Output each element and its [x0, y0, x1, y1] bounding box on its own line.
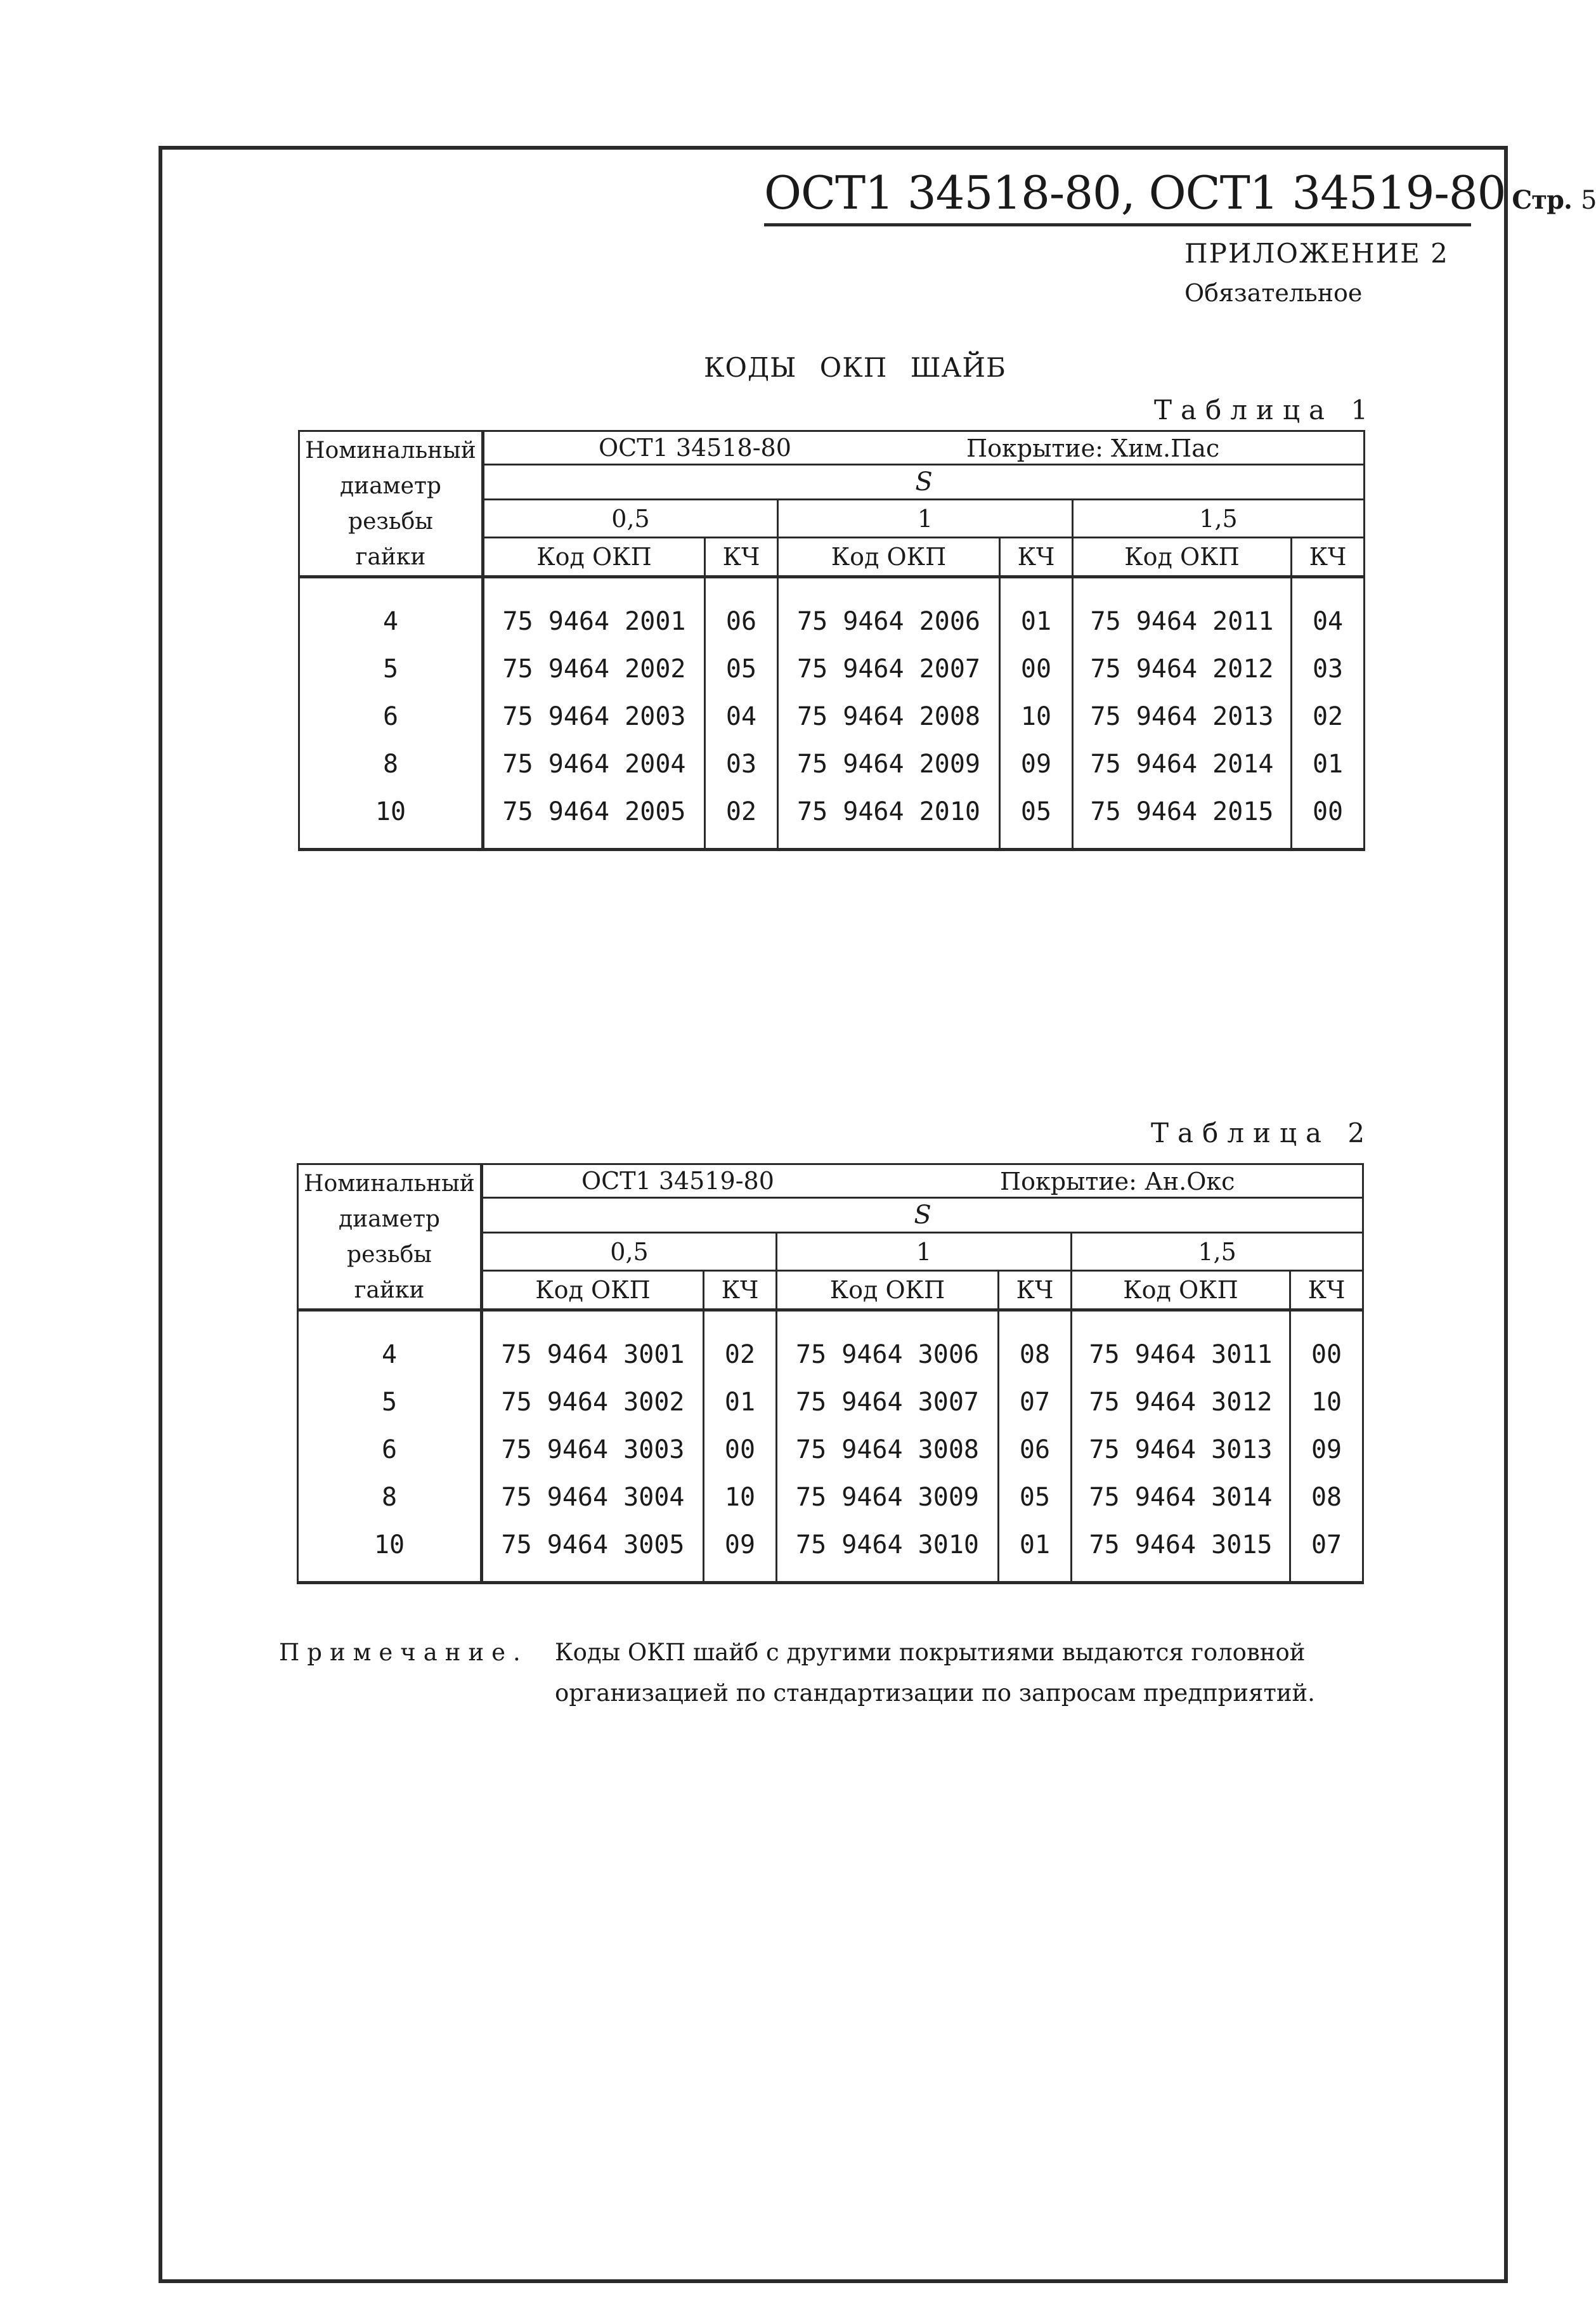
standard-header [482, 1164, 1363, 1198]
okp-code-cell: 75 9464 2004 [483, 740, 705, 788]
standard-code: ОСТ1 34519-80 [581, 1167, 774, 1195]
kch-cell: 09 [1000, 740, 1073, 788]
okp-code-cell: 75 9464 3005 [482, 1521, 704, 1583]
okp-code-cell: 75 9464 2009 [778, 740, 1000, 788]
nominal-diameter-header [299, 431, 483, 577]
table-label-2: Таблица 2 [1151, 1117, 1374, 1149]
okp-code-cell: 75 9464 3006 [777, 1310, 999, 1379]
kch-cell: 09 [1290, 1426, 1363, 1473]
kch-cell: 00 [1290, 1310, 1363, 1379]
okp-code-cell: 75 9464 2003 [483, 693, 705, 740]
kch-cell: 10 [1290, 1378, 1363, 1426]
column-header-code: Код ОКП [1073, 537, 1292, 576]
note [279, 1632, 1315, 1714]
header-line: Номинальный [305, 438, 476, 464]
s-value: 0,5 [482, 1233, 777, 1270]
s-value: 1 [778, 500, 1073, 537]
okp-code-cell: 75 9464 2015 [1073, 788, 1292, 850]
okp-code-cell: 75 9464 2006 [778, 577, 1000, 646]
header-line: гайки [354, 1277, 425, 1303]
kch-cell: 05 [1000, 788, 1073, 850]
okp-code-cell: 75 9464 3011 [1072, 1310, 1290, 1379]
note-label: Примечание. [279, 1639, 528, 1666]
column-header-code: Код ОКП [483, 537, 705, 576]
nominal-diameter-header [298, 1164, 482, 1310]
s-symbol: S [482, 1198, 1363, 1233]
page-title: КОДЫ ОКП ШАЙБ [704, 352, 1006, 383]
table-row [298, 1473, 1363, 1521]
okp-code-cell: 75 9464 2001 [483, 577, 705, 646]
column-header-kch: КЧ [704, 1270, 777, 1310]
s-value: 0,5 [483, 500, 778, 537]
table-row [299, 645, 1365, 693]
column-header-code: Код ОКП [1072, 1270, 1290, 1310]
kch-cell: 02 [705, 788, 778, 850]
document-code [764, 166, 1596, 226]
okp-code-cell: 75 9464 2002 [483, 645, 705, 693]
okp-code-cell: 75 9464 2007 [778, 645, 1000, 693]
diameter-cell: 6 [299, 693, 483, 740]
page-number: 5 [1580, 186, 1596, 215]
header-line: Номинальный [304, 1171, 475, 1197]
diameter-cell: 4 [299, 577, 483, 646]
okp-table-1 [298, 430, 1365, 851]
column-header-kch: КЧ [999, 1270, 1072, 1310]
okp-code-cell: 75 9464 3001 [482, 1310, 704, 1379]
column-header-code: Код ОКП [482, 1270, 704, 1310]
kch-cell: 02 [704, 1310, 777, 1379]
diameter-cell: 5 [299, 645, 483, 693]
note-text-line-2: организацией по стандартизации по запросам предприятий. [555, 1679, 1315, 1707]
kch-cell: 00 [1292, 788, 1365, 850]
kch-cell: 10 [1000, 693, 1073, 740]
kch-cell: 00 [1000, 645, 1073, 693]
okp-code-cell: 75 9464 3003 [482, 1426, 704, 1473]
coating-label: Покрытие: Ан.Окс [1000, 1168, 1235, 1195]
table-row [299, 693, 1365, 740]
table-label-1: Таблица 1 [1154, 394, 1377, 426]
okp-code-cell: 75 9464 3008 [777, 1426, 999, 1473]
kch-cell: 01 [1000, 577, 1073, 646]
kch-cell: 06 [999, 1426, 1072, 1473]
okp-table-2 [297, 1163, 1364, 1584]
column-header-kch: КЧ [1292, 537, 1365, 576]
s-value: 1,5 [1073, 500, 1365, 537]
kch-cell: 07 [999, 1378, 1072, 1426]
header-line: резьбы [347, 1242, 432, 1268]
okp-code-cell: 75 9464 2011 [1073, 577, 1292, 646]
table-row [299, 740, 1365, 788]
diameter-cell: 8 [299, 740, 483, 788]
okp-code-cell: 75 9464 2013 [1073, 693, 1292, 740]
header-line: гайки [355, 544, 426, 570]
diameter-cell: 4 [298, 1310, 482, 1379]
kch-cell: 04 [705, 693, 778, 740]
okp-code-cell: 75 9464 2008 [778, 693, 1000, 740]
okp-code-cell: 75 9464 3010 [777, 1521, 999, 1583]
table-row [298, 1521, 1363, 1583]
okp-code-cell: 75 9464 3014 [1072, 1473, 1290, 1521]
table-row [299, 577, 1365, 646]
okp-code-cell: 75 9464 3009 [777, 1473, 999, 1521]
okp-code-cell: 75 9464 3007 [777, 1378, 999, 1426]
kch-cell: 09 [704, 1521, 777, 1583]
kch-cell: 08 [999, 1310, 1072, 1379]
standard-code: ОСТ1 34518-80 [599, 434, 791, 462]
appendix-label: ПРИЛОЖЕНИЕ 2 [1184, 238, 1449, 269]
table-row [298, 1426, 1363, 1473]
column-header-code: Код ОКП [777, 1270, 999, 1310]
kch-cell: 00 [704, 1426, 777, 1473]
diameter-cell: 8 [298, 1473, 482, 1521]
kch-cell: 06 [705, 577, 778, 646]
standard-codes: ОСТ1 34518-80, ОСТ1 34519-80 [764, 166, 1506, 219]
header-line: диаметр [339, 1206, 440, 1232]
okp-code-cell: 75 9464 2014 [1073, 740, 1292, 788]
kch-cell: 03 [705, 740, 778, 788]
mandatory-label: Обязательное [1184, 279, 1363, 307]
diameter-cell: 10 [299, 788, 483, 850]
kch-cell: 02 [1292, 693, 1365, 740]
okp-code-cell: 75 9464 3013 [1072, 1426, 1290, 1473]
kch-cell: 05 [999, 1473, 1072, 1521]
kch-cell: 04 [1292, 577, 1365, 646]
note-text-line-1: Коды ОКП шайб с другими покрытиями выдаются головной [555, 1639, 1306, 1666]
okp-code-cell: 75 9464 2010 [778, 788, 1000, 850]
table-row [298, 1310, 1363, 1379]
column-header-kch: КЧ [705, 537, 778, 576]
diameter-cell: 10 [298, 1521, 482, 1583]
diameter-cell: 6 [298, 1426, 482, 1473]
kch-cell: 01 [1292, 740, 1365, 788]
header-line: диаметр [340, 473, 441, 499]
diameter-cell: 5 [298, 1378, 482, 1426]
okp-code-cell: 75 9464 3002 [482, 1378, 704, 1426]
coating-label: Покрытие: Хим.Пас [966, 434, 1220, 462]
okp-code-cell: 75 9464 2005 [483, 788, 705, 850]
column-header-kch: КЧ [1000, 537, 1073, 576]
s-value: 1 [777, 1233, 1072, 1270]
note-first-line [279, 1632, 1315, 1673]
page-label: Стр. [1512, 185, 1572, 215]
header-line: резьбы [348, 509, 433, 535]
standard-header [483, 431, 1365, 465]
column-header-code: Код ОКП [778, 537, 1000, 576]
kch-cell: 01 [999, 1521, 1072, 1583]
okp-code-cell: 75 9464 2012 [1073, 645, 1292, 693]
s-symbol: S [483, 465, 1365, 500]
kch-cell: 03 [1292, 645, 1365, 693]
table-row [299, 788, 1365, 850]
kch-cell: 08 [1290, 1473, 1363, 1521]
table-row [298, 1378, 1363, 1426]
s-value: 1,5 [1072, 1233, 1363, 1270]
kch-cell: 10 [704, 1473, 777, 1521]
okp-code-cell: 75 9464 3004 [482, 1473, 704, 1521]
okp-code-cell: 75 9464 3015 [1072, 1521, 1290, 1583]
kch-cell: 01 [704, 1378, 777, 1426]
kch-cell: 07 [1290, 1521, 1363, 1583]
column-header-kch: КЧ [1290, 1270, 1363, 1310]
okp-code-cell: 75 9464 3012 [1072, 1378, 1290, 1426]
kch-cell: 05 [705, 645, 778, 693]
